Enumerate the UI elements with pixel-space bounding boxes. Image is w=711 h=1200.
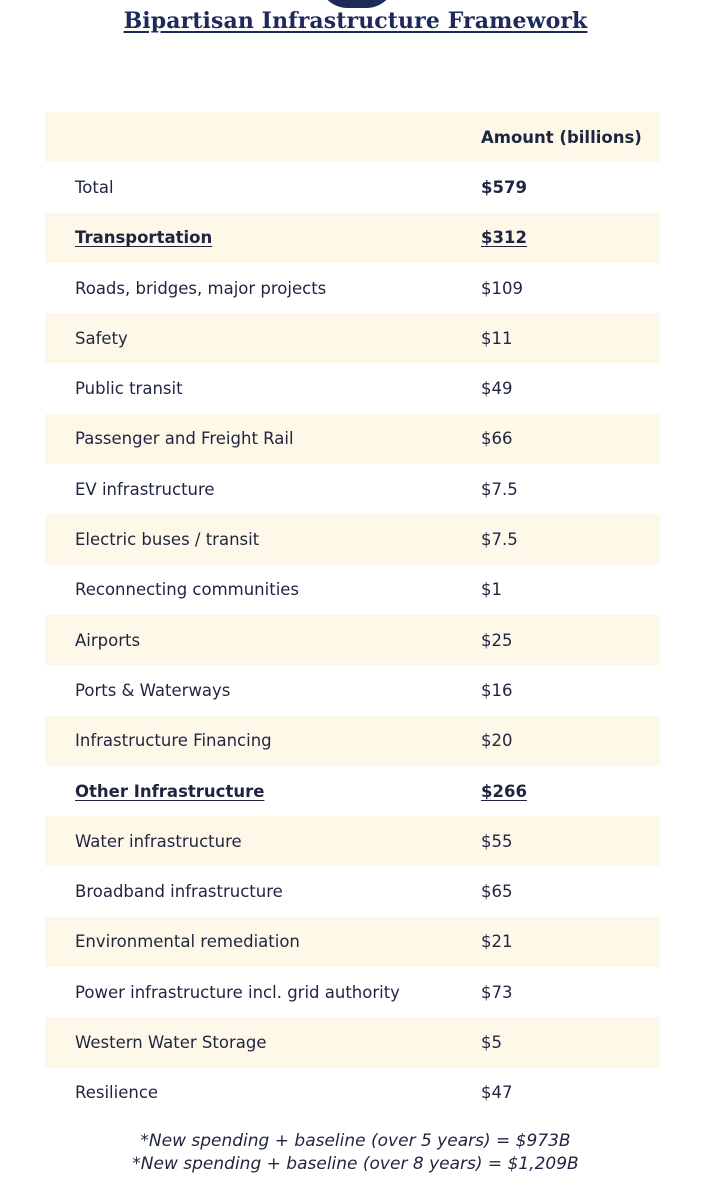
table-row xyxy=(45,565,660,615)
row-label: Passenger and Freight Rail xyxy=(75,429,294,449)
row-value: $7.5 xyxy=(481,530,518,550)
row-label: EV infrastructure xyxy=(75,479,215,499)
table-row xyxy=(45,363,660,413)
table-row xyxy=(45,866,660,916)
row-value: $65 xyxy=(481,882,513,902)
table-row xyxy=(45,464,660,514)
row-value: $16 xyxy=(481,680,513,700)
row-label: Power infrastructure incl. grid authority xyxy=(75,982,400,1002)
section-value: $266 xyxy=(481,781,527,801)
row-value: $109 xyxy=(481,278,523,298)
table-row-other-infrastructure xyxy=(45,766,660,816)
row-label: Airports xyxy=(75,630,141,650)
section-label: Transportation xyxy=(75,228,213,248)
table-row xyxy=(45,263,660,313)
row-value: $579 xyxy=(481,177,527,197)
table-row xyxy=(45,917,660,967)
row-label: Infrastructure Financing xyxy=(75,731,272,751)
table-row xyxy=(45,313,660,363)
row-label: Ports & Waterways xyxy=(75,680,231,700)
row-label: Electric buses / transit xyxy=(75,530,260,550)
row-label: Environmental remediation xyxy=(75,932,300,952)
row-label: Reconnecting communities xyxy=(75,580,300,600)
footnotes xyxy=(0,1130,711,1176)
row-value: $21 xyxy=(481,932,513,952)
row-label: Roads, bridges, major projects xyxy=(75,278,327,298)
row-value: $1 xyxy=(481,580,502,600)
row-value: $25 xyxy=(481,630,513,650)
table-row xyxy=(45,665,660,715)
table-row xyxy=(45,514,660,564)
table-row xyxy=(45,615,660,665)
footnote-5-year: *New spending + baseline (over 5 years) = $973B xyxy=(140,1131,571,1151)
row-label: Safety xyxy=(75,328,128,348)
footnote-8-year: *New spending + baseline (over 8 years) = $1,209B xyxy=(132,1154,579,1174)
row-value: $5 xyxy=(481,1032,502,1052)
row-value: $73 xyxy=(481,982,513,1002)
page-title: Bipartisan Infrastructure Framework xyxy=(123,8,588,34)
row-label: Public transit xyxy=(75,379,183,399)
row-label: Total xyxy=(75,177,114,197)
row-value: $66 xyxy=(481,429,513,449)
table-header-row xyxy=(45,112,660,162)
table-row xyxy=(45,716,660,766)
table-row xyxy=(45,1017,660,1067)
section-label: Other Infrastructure xyxy=(75,781,265,801)
table-row-total xyxy=(45,162,660,212)
seal-emblem xyxy=(318,0,396,8)
table-row-transportation xyxy=(45,213,660,263)
funding-table xyxy=(45,112,660,1118)
table-row xyxy=(45,414,660,464)
row-label: Resilience xyxy=(75,1083,159,1103)
table-row xyxy=(45,1068,660,1118)
row-label: Water infrastructure xyxy=(75,831,242,851)
table-row xyxy=(45,816,660,866)
row-label: Broadband infrastructure xyxy=(75,882,283,902)
row-value: $11 xyxy=(481,328,513,348)
row-value: $20 xyxy=(481,731,513,751)
row-value: $49 xyxy=(481,379,513,399)
row-value: $7.5 xyxy=(481,479,518,499)
row-value: $55 xyxy=(481,831,513,851)
row-value: $47 xyxy=(481,1083,513,1103)
section-value: $312 xyxy=(481,228,527,248)
column-header-amount: Amount (billions) xyxy=(481,127,642,147)
table-row xyxy=(45,967,660,1017)
row-label: Western Water Storage xyxy=(75,1032,267,1052)
